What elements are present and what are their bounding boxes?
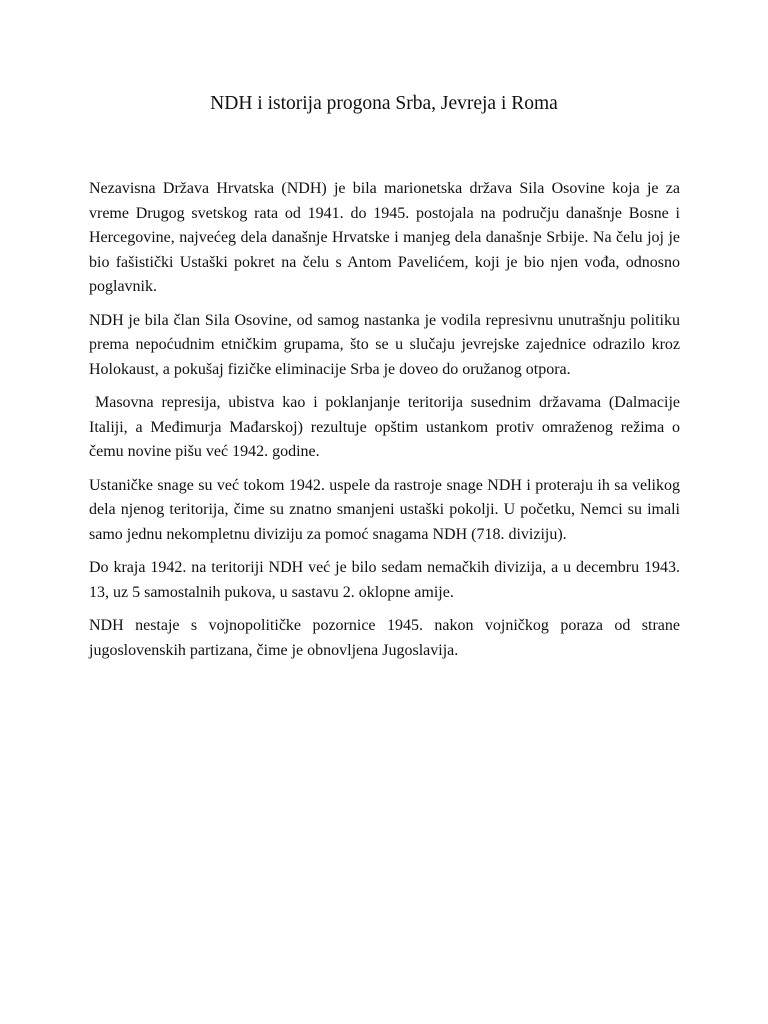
- paragraph-6: NDH nestaje s vojnopolitičke pozornice 1945. nakon vojničkog poraza od strane jugoslovenskih partizana, čime je obnovljena Jugoslavija.: [89, 617, 680, 659]
- paragraph-5: Do kraja 1942. na teritoriji NDH već je bilo sedam nemačkih divizija, a u decembru 1943. 13, uz 5 samostalnih pukova, u sastavu 2. oklopne amije.: [89, 559, 680, 601]
- paragraph-4: Ustaničke snage su već tokom 1942. uspele da rastroje snage NDH i proteraju ih sa velikog dela njenog teritorija, čime su znatno smanjeni ustaški pokolji. U početku, Nemci su imali samo jednu nekompletnu diviziju za pomoć snagama NDH (718. diviziju).: [89, 476, 680, 543]
- document-body: [89, 177, 680, 663]
- document-title: NDH i istorija progona Srba, Jevreja i Roma: [210, 93, 558, 114]
- paragraph-1: Nezavisna Država Hrvatska (NDH) je bila marionetska država Sila Osovine koja je za vreme Drugog svetskog rata od 1941. do 1945. postojala na području današnje Bosne i Hercegovine, najvećeg dela današnje Hrvatske i manjeg dela današnje Srbije. Na čelu joj je bio fašistički Ustaški pokret na čelu s Antom Pavelićem, koji je bio njen vođa, odnosno poglavnik.: [89, 180, 680, 295]
- paragraph-3: Masovna represija, ubistva kao i poklanjanje teritorija susednim državama (Dalmacije Italiji, a Međimurja Mađarskoj) rezultuje opštim ustankom protiv omraženog režima o čemu novine pišu već 1942. godine.: [89, 394, 680, 460]
- paragraph-2: NDH je bila član Sila Osovine, od samog nastanka je vodila represivnu unutrašnju politiku prema nepoćudnim etničkim grupama, što se u slučaju jevrejske zajednice odrazilo kroz Holokaust, a pokušaj fizičke eliminacije Srba je doveo do oružanog otpora.: [89, 311, 680, 378]
